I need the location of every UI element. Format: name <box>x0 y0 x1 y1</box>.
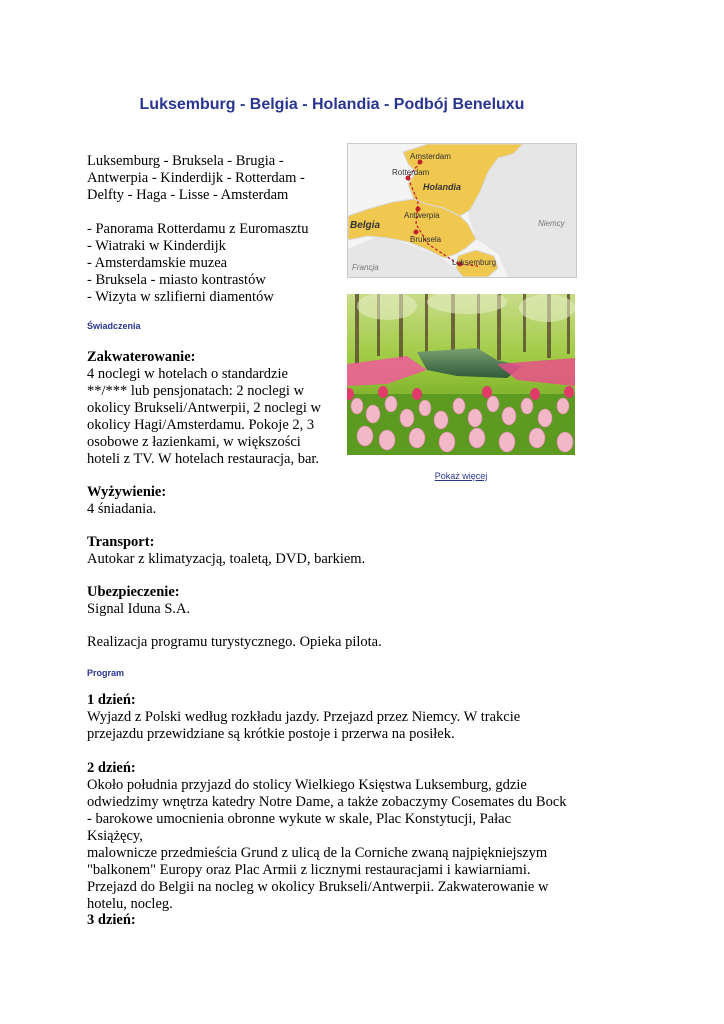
accommodation-heading: Zakwaterowanie: <box>87 349 196 365</box>
highlight-item: - Wiatraki w Kinderdijk <box>87 238 226 254</box>
day-line: "balkonem" Europy oraz Plac Armii z licznymi restauracjami i kawiarniami. <box>87 862 531 878</box>
tulip-garden-illustration <box>347 294 575 455</box>
meals-heading: Wyżywienie: <box>87 484 167 500</box>
insurance-heading: Ubezpieczenie: <box>87 584 180 600</box>
day-line: Wyjazd z Polski według rozkładu jazdy. Przejazd przez Niemcy. W trakcie <box>87 709 521 725</box>
day-section <box>87 692 557 743</box>
route-line: Delfty - Haga - Lisse - Amsterdam <box>87 187 289 203</box>
map-label-francja: Francja <box>352 263 379 272</box>
accommodation-line: osobowe z łazienkami, w większości <box>87 434 301 450</box>
day-line: - barokowe umocnienia obronne wykute w skale, Plac Konstytucji, Pałac Książęcy, <box>87 811 512 844</box>
day-line: Przejazd do Belgii na nocleg w okolicy Brukseli/Antwerpii. Zakwaterowanie w <box>87 879 549 895</box>
highlight-item: - Amsterdamskie muzea <box>87 255 228 271</box>
day-line: odwiedzimy wnętrza katedry Notre Dame, a także zobaczymy Cosemates du Bock <box>87 794 567 810</box>
meals-text: 4 śniadania. <box>87 501 157 517</box>
accommodation-line: **/*** lub pensjonatach: 2 noclegi w <box>87 383 305 399</box>
benelux-map <box>347 143 577 278</box>
day-section <box>87 760 567 913</box>
highlight-item: - Panorama Rotterdamu z Euromasztu <box>87 221 309 237</box>
insurance-text: Signal Iduna S.A. <box>87 601 191 617</box>
day-heading: 1 dzień: <box>87 692 136 708</box>
program-label: Program <box>87 668 125 678</box>
transport-heading: Transport: <box>87 534 155 550</box>
day-section <box>87 912 387 929</box>
benelux-map-svg <box>348 144 576 277</box>
accommodation-line: okolicy Hagi/Amsterdamu. Pokoje 2, 3 <box>87 417 315 433</box>
map-label-belgia: Belgia <box>350 220 381 231</box>
route-line: Antwerpia - Kinderdijk - Rotterdam - <box>87 170 305 186</box>
map-label-amsterdam: Amsterdam <box>410 152 451 161</box>
map-label-antwerpia: Antwerpia <box>404 211 440 220</box>
services-label: Świadczenia <box>87 321 141 331</box>
page-title: Luksemburg - Belgia - Holandia - Podbój Beneluxu <box>139 96 525 113</box>
transport-text: Autokar z klimatyzacją, toaletą, DVD, barkiem. <box>87 551 366 567</box>
insurance-section <box>87 584 387 618</box>
day-heading: 2 dzień: <box>87 760 136 776</box>
map-label-niemcy: Niemcy <box>538 219 565 228</box>
map-label-rotterdam: Rotterdam <box>392 168 430 177</box>
tulip-garden-photo <box>347 294 575 455</box>
day-line: malownicze przedmieścia Grund z ulicą de la Corniche zwaną najpiękniejszym <box>87 845 548 861</box>
pilot-section <box>87 634 487 651</box>
transport-section <box>87 534 487 568</box>
highlight-item: - Wizyta w szlifierni diamentów <box>87 289 274 305</box>
route-line: Luksemburg - Bruksela - Brugia - <box>87 153 284 169</box>
day-line: przejazdu przewidziane są krótkie postoje i przerwa na posiłek. <box>87 726 455 742</box>
pilot-text: Realizacja programu turystycznego. Opieka pilota. <box>87 634 382 650</box>
accommodation-section <box>87 349 337 468</box>
map-label-bruksela: Bruksela <box>410 235 442 244</box>
meals-section <box>87 484 387 518</box>
bruksela-marker <box>414 230 419 235</box>
show-more-link[interactable]: Pokaż więcej <box>434 471 488 481</box>
accommodation-line: hoteli z TV. W hotelach restauracja, bar. <box>87 451 320 467</box>
map-label-holandia: Holandia <box>423 182 462 192</box>
highlights-list <box>87 221 337 306</box>
day-line: Około południa przyjazd do stolicy Wielkiego Księstwa Luksemburg, gdzie <box>87 777 527 793</box>
accommodation-line: 4 noclegi w hotelach o standardzie <box>87 366 288 382</box>
highlight-item: - Bruksela - miasto kontrastów <box>87 272 266 288</box>
day-line: hotelu, nocleg. <box>87 896 173 912</box>
accommodation-line: okolicy Brukseli/Antwerpii, 2 noclegi w <box>87 400 321 416</box>
day-heading: 3 dzień: <box>87 912 136 928</box>
route-text <box>87 153 332 204</box>
map-label-luksemburg: Luksemburg <box>452 258 497 267</box>
